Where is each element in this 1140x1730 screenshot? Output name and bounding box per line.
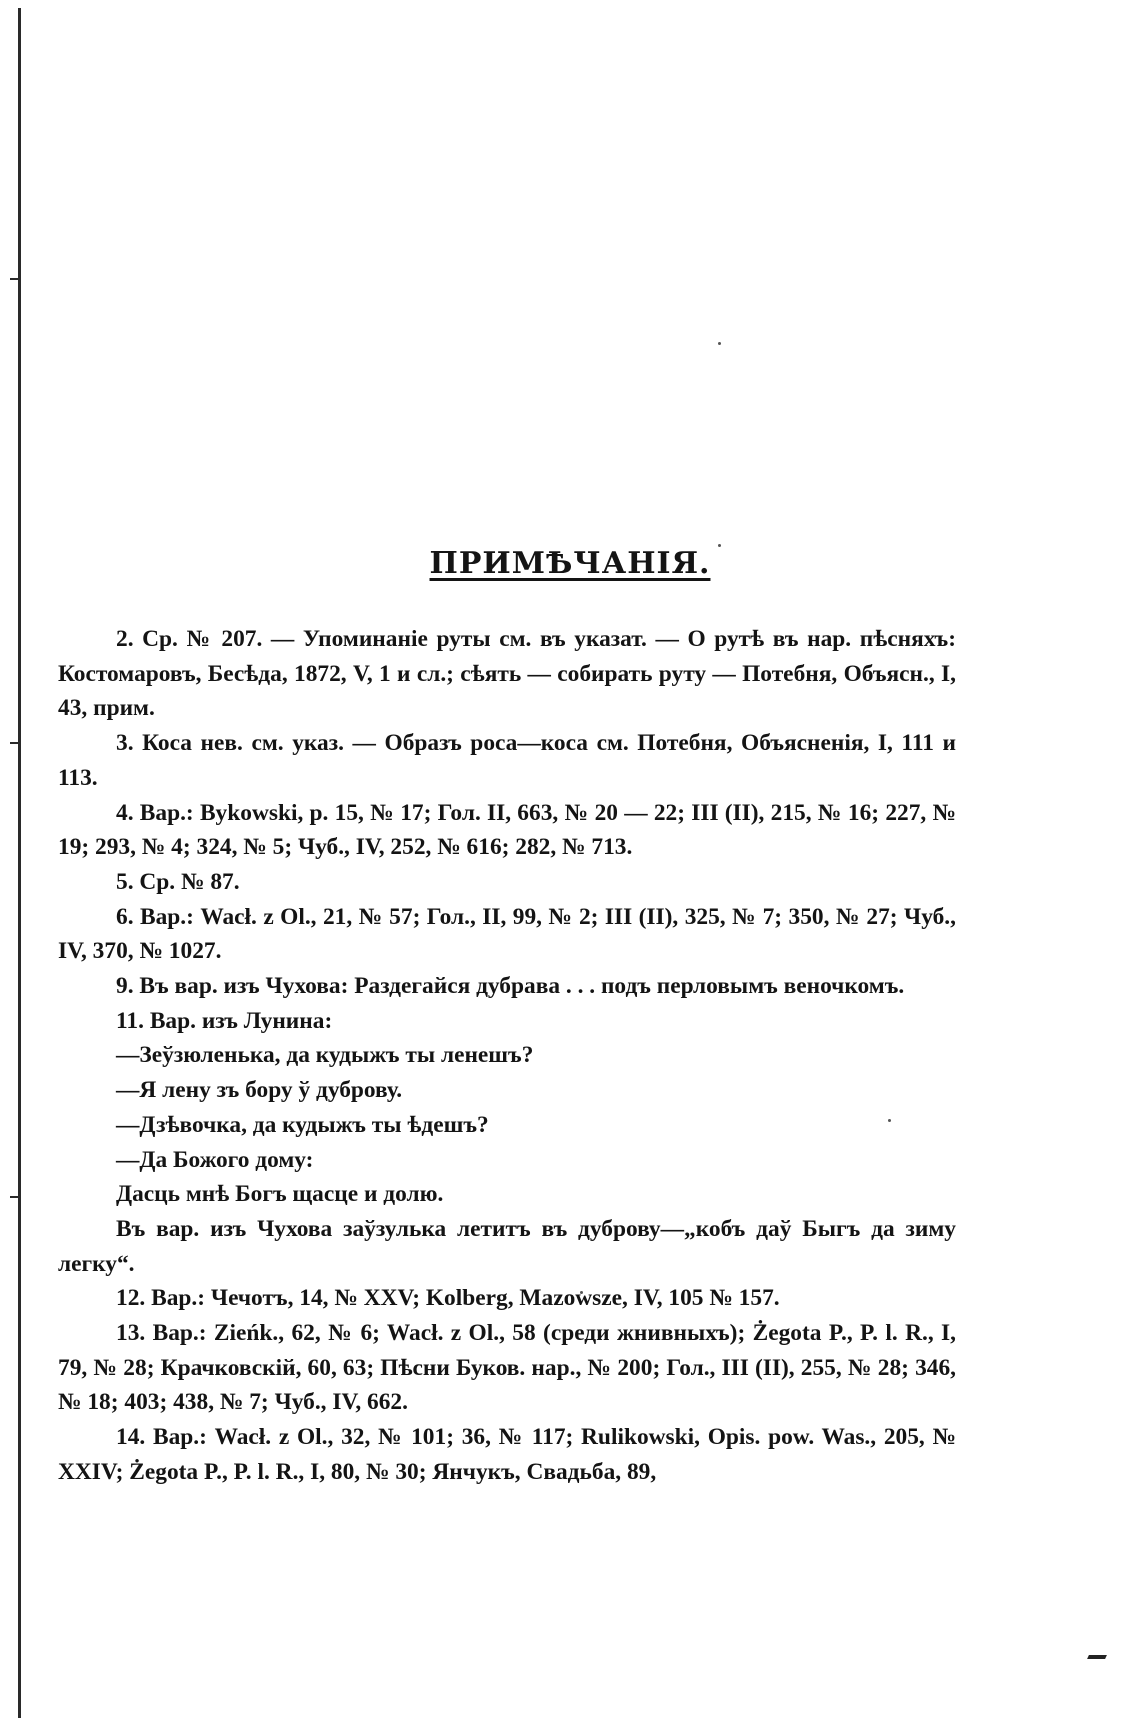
note-6: 6. Вар.: Wacł. z Ol., 21, № 57; Гол., II, 99, № 2; III (II), 325, № 7; 350, № 27; Чуб., IV, 370, № 1027. (58, 903, 956, 965)
note-11: 11. Вар. изъ Лунина: (116, 1007, 333, 1034)
page-heading: ПРИМѢЧАНІЯ. (429, 546, 711, 581)
notes-body (58, 622, 956, 1490)
scan-mark (1087, 1655, 1107, 1659)
verse-line: —Да Божого дому: (116, 1146, 314, 1173)
verse-line: —Зеўзюленька, да кудыжъ ты ленешъ? (116, 1042, 534, 1069)
note-4: 4. Вар.: Bykowski, p. 15, № 17; Гол. II, 663, № 20 — 22; III (II), 215, № 16; 227, № 19; 293, № 4; 324, № 5; Чуб., IV, 252, № 616; 282, № 713. (58, 799, 956, 861)
margin-tick (10, 742, 20, 744)
note-11-variant: Въ вар. изъ Чухова заўзулька летитъ въ дуброву—„кобъ даў Быгъ да зиму легку“. (58, 1215, 956, 1277)
verse-line: —Дзѣвочка, да кудыжъ ты ѣдешъ? (116, 1111, 489, 1138)
speck (718, 342, 721, 345)
page-binding-edge (18, 8, 21, 1718)
verse-line: —Я лену зъ бору ў дуброву. (116, 1077, 403, 1104)
margin-tick (10, 1196, 20, 1198)
note-14: 14. Вар.: Wacł. z Ol., 32, № 101; 36, № 117; Rulikowski, Opis. pow. Was., 205, № XXIV; Żegota P., P. l. R., I, 80, № 30; Янчукъ, Свадьба, 89, (58, 1424, 956, 1485)
note-3: 3. Коса нев. см. указ. — Образъ роса—коса см. Потебня, Объясненія, I, 111 и 113. (58, 730, 956, 791)
margin-tick (10, 278, 20, 280)
note-2: 2. Ср. № 207. — Упоминаніе руты см. въ указат. — О рутѣ въ нар. пѣсняхъ: Костомаровъ, Бесѣда, 1872, V, 1 и сл.; сѣять — собирать руту — Потебня, Объясн., I, 43, прим. (58, 626, 956, 722)
verse-line: Дасць мнѣ Богъ щасце и долю. (116, 1181, 444, 1208)
note-12: 12. Вар.: Чечотъ, 14, № XXV; Kolberg, Mazowsze, IV, 105 № 157. (116, 1285, 780, 1312)
note-13: 13. Вар.: Zieńk., 62, № 6; Wacł. z Ol., 58 (среди жнивныхъ); Żegota P., P. l. R., I, 79, № 28; Крачковскій, 60, 63; Пѣсни Буков. нар., № 200; Гол., III (II), 255, № 28; 346, № 18; 403; 438, № 7; Чуб., IV, 662. (58, 1320, 956, 1416)
note-5: 5. Ср. № 87. (116, 868, 240, 895)
note-9: 9. Въ вар. изъ Чухова: Раздегайся дубрава . . . подъ перловымъ веночкомъ. (116, 973, 905, 1000)
